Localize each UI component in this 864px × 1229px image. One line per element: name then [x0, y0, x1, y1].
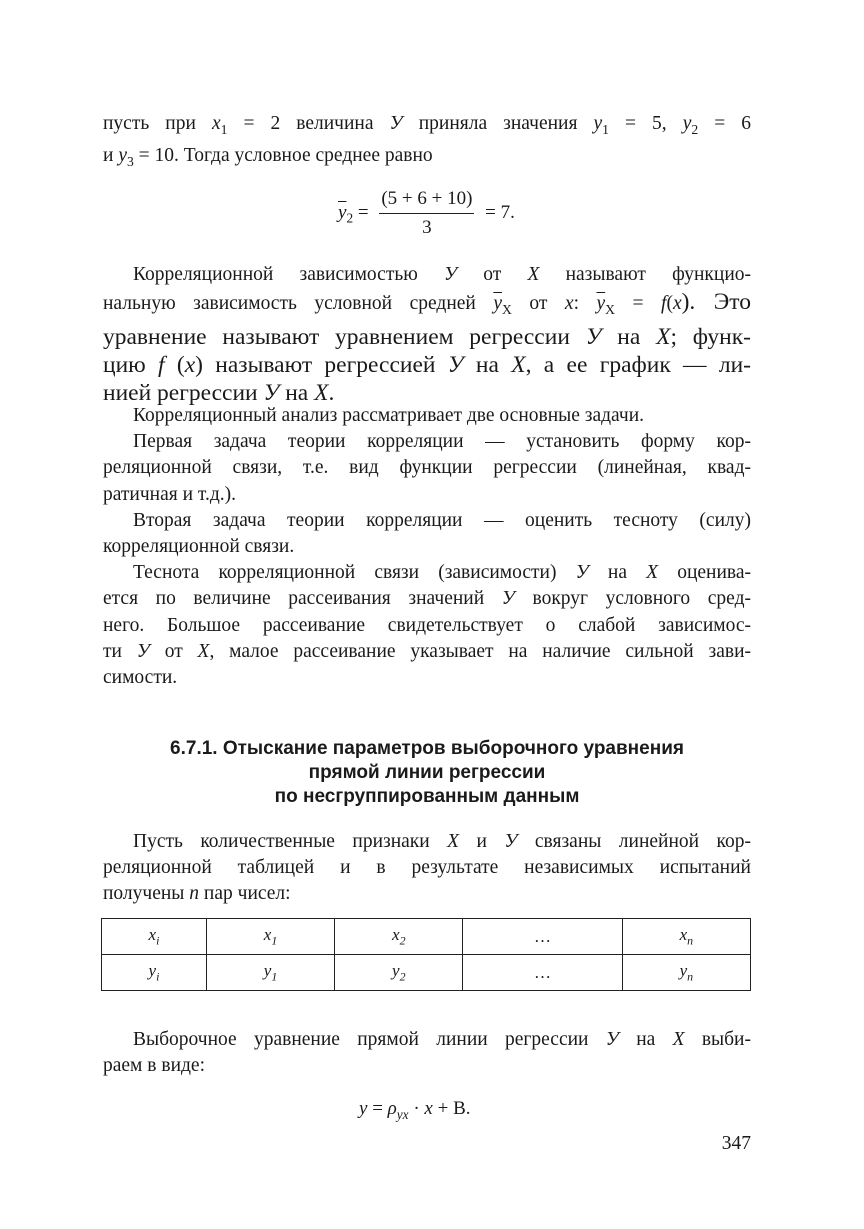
definition-line-3: уравнение называют уравнением регрессии У на X; функ-: [103, 324, 751, 351]
analysis-p3-l1: Вторая задача теории корреляции — оценить тесноту (силу): [133, 509, 751, 531]
section-text-l3: получены n пар чисел:: [103, 883, 291, 905]
section-text-l2: реляционной таблицей и в результате независимых испытаний: [103, 857, 751, 879]
table-cell: $y_i$: [102, 955, 207, 991]
closing-paragraph: [103, 1027, 751, 1079]
analysis-p2-l1: Первая задача теории корреляции — установить форму кор-: [133, 431, 751, 453]
analysis-p2-l3: ратичная и т.д.).: [103, 483, 237, 505]
table-cell: $y_n$: [622, 955, 750, 991]
conditional-mean-formula: $\overline{y}_2$ = $\frac{(5 + 6 + 10)}{3}$ = 7.: [338, 188, 515, 238]
table-cell: $y_2$: [335, 955, 463, 991]
table-cell: $x_2$: [335, 919, 463, 955]
table-row: [102, 919, 751, 955]
closing-l2: раем в виде:: [103, 1055, 205, 1077]
analysis-p4-l4: ти У от X, малое рассеивание указывает на наличие сильной зави-: [103, 640, 752, 662]
section-text-l1: Пусть количественные признаки X и У связаны линейной кор-: [133, 831, 751, 852]
page-number: 347: [721, 1133, 751, 1154]
section-paragraph: [103, 829, 751, 908]
table-cell: …: [463, 955, 622, 991]
analysis-p3-l2: корреляционной связи.: [103, 536, 295, 558]
intro-line-1: пусть при $x_1 = 2$ величина У приняла значения $y_1 = 5$, $y_2 = 6$: [103, 113, 751, 137]
table-row: [102, 955, 751, 991]
definition-line-2: нальную зависимость условной средней $\overline{y}_X$ от x: $\overline{y}_X = f(x)$. Это: [103, 289, 752, 318]
analysis-paragraphs: [103, 403, 751, 691]
analysis-p2-l2: реляционной связи, т.е. вид функции регрессии (линейная, квад-: [103, 457, 751, 479]
intro-line-2: и $y_3 = 10$. Тогда условное среднее равно: [103, 145, 433, 169]
regression-equation: $y = \rho_{yx} \cdot x + B$.: [359, 1098, 471, 1122]
closing-l1: Выборочное уравнение прямой линии регрессии У на X выби-: [133, 1029, 751, 1050]
section-heading-line-3: по несгруппированным данным: [274, 786, 580, 807]
analysis-p4-l3: него. Большое рассеивание свидетельствует о слабой зависимос-: [103, 614, 751, 636]
definition-line-5: нией регрессии У на X.: [103, 380, 335, 407]
definition-line-4: цию f (x) называют регрессией У на X, а ее график — ли-: [103, 352, 752, 379]
definition-line-1: Корреляционной зависимостью У от X называют функцио-: [133, 264, 752, 285]
table-cell: $x_i$: [102, 919, 207, 955]
analysis-p4-l2: ется по величине рассеивания значений У вокруг условного сред-: [103, 588, 751, 610]
analysis-p4-l1: Теснота корреляционной связи (зависимости) У на X оценива-: [133, 562, 751, 584]
definition-paragraph: [103, 262, 751, 407]
section-heading-line-1: 6.7.1. Отыскание параметров выборочного уравнения: [170, 738, 684, 759]
fraction: $\frac{(5 + 6 + 10)}{3}$: [381, 188, 473, 238]
section-heading: [103, 737, 751, 809]
analysis-p4-l5: симости.: [103, 667, 178, 689]
table-cell: $x_n$: [622, 919, 750, 955]
table-cell: $x_1$: [206, 919, 334, 955]
table-cell: …: [463, 919, 622, 955]
analysis-p1: Корреляционный анализ рассматривает две основные задачи.: [133, 405, 645, 426]
section-heading-line-2: прямой линии регрессии: [308, 762, 546, 783]
pairs-table: [101, 918, 751, 991]
intro-paragraph: [103, 111, 751, 175]
table-cell: $y_1$: [206, 955, 334, 991]
